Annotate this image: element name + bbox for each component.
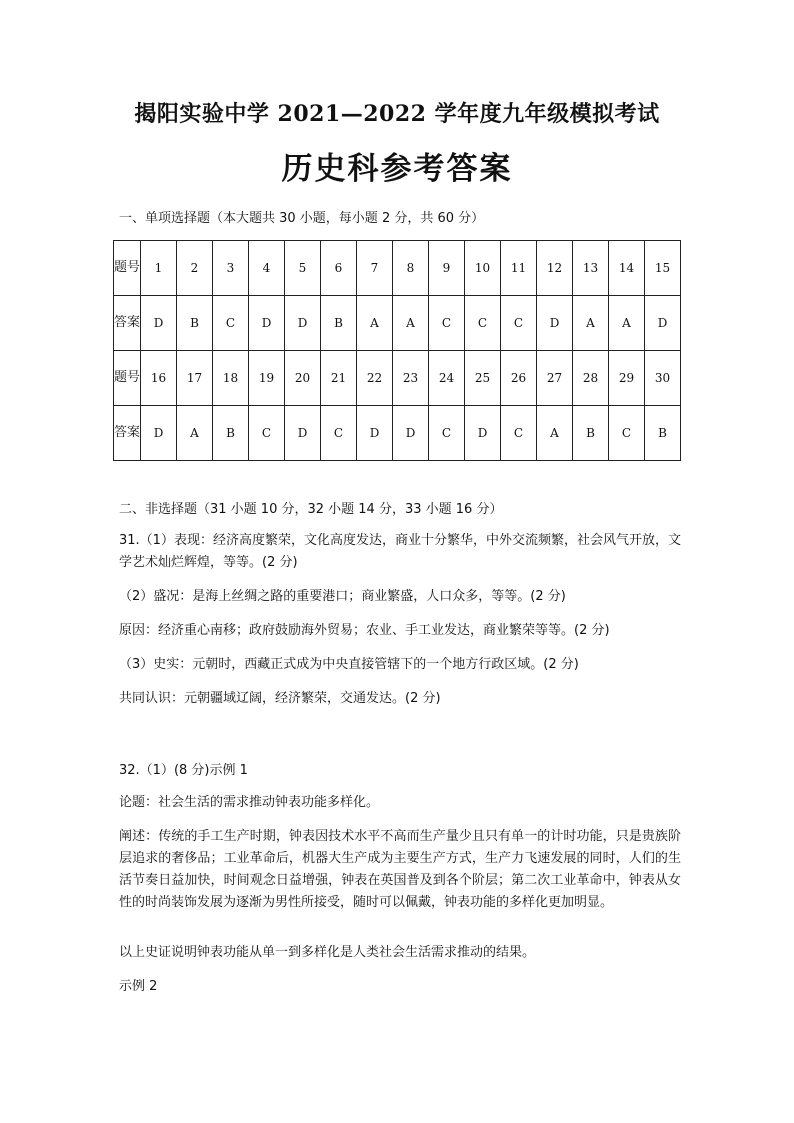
- answer-cell: B: [573, 406, 609, 461]
- q32-example2-heading: 示例 2: [119, 979, 158, 994]
- q31-common-answer: 共同认识：元朝疆域辽阔，经济繁荣，交通发达。(2 分): [119, 691, 441, 706]
- question-number-cell: 3: [213, 241, 249, 296]
- table-row-answers-1: [114, 296, 681, 351]
- answer-cell: C: [249, 406, 285, 461]
- page-title: 历史科参考答案: [281, 151, 513, 187]
- question-number-cell: 30: [645, 351, 681, 406]
- answer-cell: C: [429, 406, 465, 461]
- question-number-cell: 21: [321, 351, 357, 406]
- question-number-cell: 6: [321, 241, 357, 296]
- answer-cell: D: [393, 406, 429, 461]
- question-number-cell: 7: [357, 241, 393, 296]
- question-number-cell: 26: [501, 351, 537, 406]
- q31-part1-answer: 31.（1）表现：经济高度繁荣，文化高度发达，商业十分繁华，中外交流频繁，社会风气开放，文学艺术灿烂辉煌，等等。(2 分): [119, 533, 681, 570]
- row-label-number: 题号: [114, 351, 141, 406]
- answer-cell: D: [285, 406, 321, 461]
- q31-reason-answer: 原因：经济重心南移；政府鼓励海外贸易；农业、手工业发达，商业繁荣等等。(2 分): [119, 623, 610, 638]
- answer-cell: D: [249, 296, 285, 351]
- table-row-numbers-2: [114, 351, 681, 406]
- row-label-answer: 答案: [114, 296, 141, 351]
- q32-argument: 阐述：传统的手工生产时期，钟表因技术水平不高而生产量少且只有单一的计时功能，只是贵族阶层追求的奢侈品；工业革命后，机器大生产成为主要生产方式，生产力飞速发展的同时，人们的生活节奏日益加快，时间观念日益增强，钟表在英国普及到各个阶层；第二次工业革命中，钟表从女性的时尚装饰发展为逐渐为男性所接受，随时可以佩戴，钟表功能的多样化更加明显。: [119, 829, 681, 910]
- question-number-cell: 10: [465, 241, 501, 296]
- answer-cell: A: [177, 406, 213, 461]
- answer-cell: C: [429, 296, 465, 351]
- question-number-cell: 2: [177, 241, 213, 296]
- question-number-cell: 29: [609, 351, 645, 406]
- table-row-numbers-1: [114, 241, 681, 296]
- section1-heading: 一、单项选择题（本大题共 30 小题，每小题 2 分，共 60 分）: [119, 211, 485, 226]
- answer-cell: D: [357, 406, 393, 461]
- question-number-cell: 5: [285, 241, 321, 296]
- answer-cell: D: [285, 296, 321, 351]
- question-number-cell: 11: [501, 241, 537, 296]
- question-number-cell: 20: [285, 351, 321, 406]
- row-label-answer: 答案: [114, 406, 141, 461]
- question-number-cell: 17: [177, 351, 213, 406]
- section2-heading: 二、非选择题（31 小题 10 分，32 小题 14 分，33 小题 16 分）: [119, 502, 503, 517]
- question-number-cell: 16: [141, 351, 177, 406]
- question-number-cell: 19: [249, 351, 285, 406]
- question-number-cell: 14: [609, 241, 645, 296]
- answer-cell: C: [465, 296, 501, 351]
- question-number-cell: 15: [645, 241, 681, 296]
- q31-part3-answer: （3）史实：元朝时，西藏正式成为中央直接管辖下的一个地方行政区域。(2 分): [119, 657, 579, 672]
- question-number-cell: 13: [573, 241, 609, 296]
- answer-cell: B: [213, 406, 249, 461]
- answer-cell: D: [141, 406, 177, 461]
- q32-thesis: 论题：社会生活的需求推动钟表功能多样化。: [119, 795, 380, 810]
- question-number-cell: 24: [429, 351, 465, 406]
- answer-table: [113, 240, 681, 461]
- answer-cell: A: [537, 406, 573, 461]
- table-row-answers-2: [114, 406, 681, 461]
- answer-cell: C: [609, 406, 645, 461]
- question-number-cell: 22: [357, 351, 393, 406]
- q32-part1-heading: 32.（1）(8 分)示例 1: [119, 763, 248, 778]
- question-number-cell: 9: [429, 241, 465, 296]
- q31-part2-answer: （2）盛况：是海上丝绸之路的重要港口；商业繁盛，人口众多，等等。(2 分): [119, 589, 566, 604]
- answer-cell: A: [393, 296, 429, 351]
- exam-title: 揭阳实验中学 2021—2022 学年度九年级模拟考试: [134, 101, 660, 127]
- answer-cell: B: [177, 296, 213, 351]
- question-number-cell: 1: [141, 241, 177, 296]
- answer-cell: D: [645, 296, 681, 351]
- answer-cell: A: [357, 296, 393, 351]
- answer-cell: D: [141, 296, 177, 351]
- row-label-number: 题号: [114, 241, 141, 296]
- question-number-cell: 18: [213, 351, 249, 406]
- answer-cell: D: [465, 406, 501, 461]
- question-number-cell: 27: [537, 351, 573, 406]
- question-number-cell: 23: [393, 351, 429, 406]
- question-number-cell: 25: [465, 351, 501, 406]
- q32-conclusion: 以上史证说明钟表功能从单一到多样化是人类社会生活需求推动的结果。: [119, 945, 536, 960]
- answer-cell: B: [645, 406, 681, 461]
- answer-cell: D: [537, 296, 573, 351]
- answer-cell: C: [501, 406, 537, 461]
- answer-cell: B: [321, 296, 357, 351]
- answer-cell: A: [609, 296, 645, 351]
- answer-cell: C: [321, 406, 357, 461]
- question-number-cell: 8: [393, 241, 429, 296]
- question-number-cell: 28: [573, 351, 609, 406]
- question-number-cell: 12: [537, 241, 573, 296]
- answer-cell: C: [501, 296, 537, 351]
- answer-cell: C: [213, 296, 249, 351]
- question-number-cell: 4: [249, 241, 285, 296]
- answer-cell: A: [573, 296, 609, 351]
